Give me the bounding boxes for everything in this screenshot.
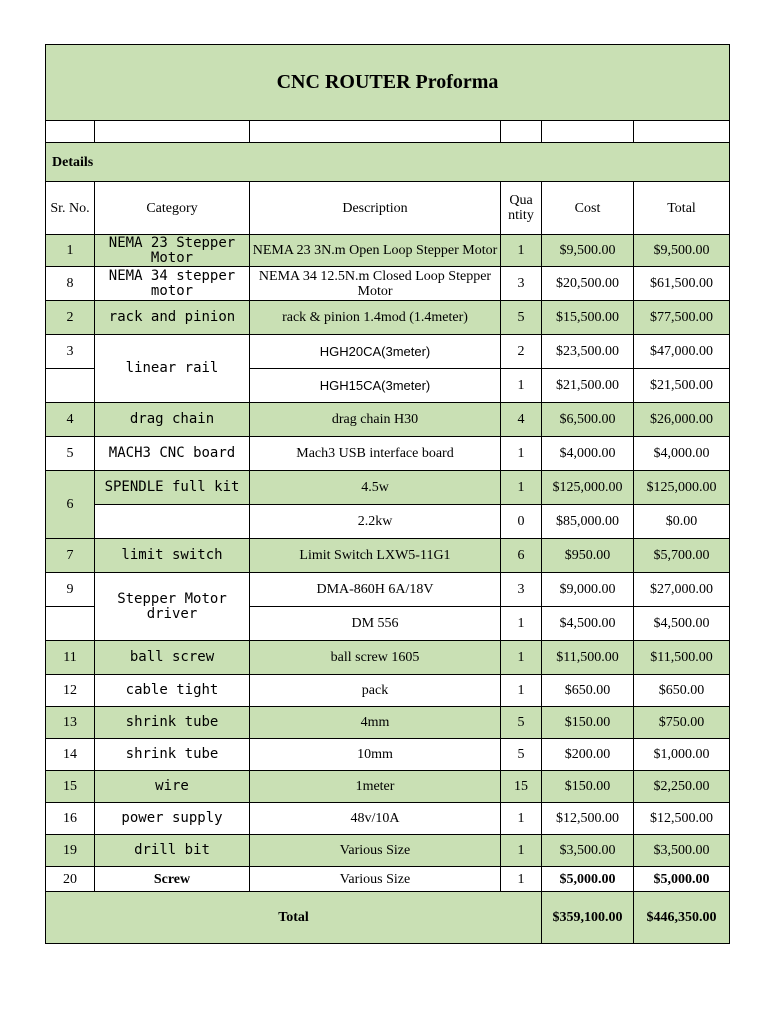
table-row <box>46 403 730 437</box>
table-row <box>46 335 730 369</box>
cell-qty: 5 <box>501 739 542 771</box>
cell-category <box>95 505 250 539</box>
cell-description: Various Size <box>250 835 501 867</box>
cell-category: NEMA 34 stepper motor <box>95 267 250 301</box>
cell-sr: 2 <box>46 301 95 335</box>
table-row <box>46 739 730 771</box>
cell-sr: 1 <box>46 235 95 267</box>
cell-category: Stepper Motor driver <box>95 573 250 641</box>
table-row <box>46 707 730 739</box>
totals-label: Total <box>46 892 542 944</box>
col-header-category: Category <box>95 182 250 235</box>
cell-qty: 5 <box>501 301 542 335</box>
col-header-description: Description <box>250 182 501 235</box>
cell-cost: $650.00 <box>542 675 634 707</box>
cell-description: HGH20CA(3meter) <box>250 335 501 369</box>
cell-category: NEMA 23 Stepper Motor <box>95 235 250 267</box>
cell-description: DM 556 <box>250 607 501 641</box>
cell-qty: 15 <box>501 771 542 803</box>
cell-qty: 1 <box>501 867 542 892</box>
col-header-cost: Cost <box>542 182 634 235</box>
table-row <box>46 539 730 573</box>
cell-sr <box>46 369 95 403</box>
cell-cost: $4,500.00 <box>542 607 634 641</box>
cell-cost: $9,000.00 <box>542 573 634 607</box>
proforma-table <box>45 44 730 944</box>
table-row <box>46 675 730 707</box>
header-row <box>46 182 730 235</box>
table-row <box>46 471 730 505</box>
cell-category: limit switch <box>95 539 250 573</box>
cell-qty: 3 <box>501 573 542 607</box>
cell-total: $2,250.00 <box>634 771 730 803</box>
cell-sr: 14 <box>46 739 95 771</box>
cell-qty: 1 <box>501 835 542 867</box>
cell-qty: 1 <box>501 641 542 675</box>
table-row <box>46 267 730 301</box>
totals-cost: $359,100.00 <box>542 892 634 944</box>
cell-total: $61,500.00 <box>634 267 730 301</box>
col-header-sr: Sr. No. <box>46 182 95 235</box>
cell-cost: $6,500.00 <box>542 403 634 437</box>
cell-total: $77,500.00 <box>634 301 730 335</box>
cell-cost: $4,000.00 <box>542 437 634 471</box>
table-row <box>46 505 730 539</box>
cell-qty: 1 <box>501 803 542 835</box>
cell-description: DMA-860H 6A/18V <box>250 573 501 607</box>
cell-qty: 4 <box>501 403 542 437</box>
table-row <box>46 803 730 835</box>
totals-row <box>46 892 730 944</box>
cell-cost: $15,500.00 <box>542 301 634 335</box>
section-label: Details <box>46 143 730 182</box>
cell-sr: 13 <box>46 707 95 739</box>
cell-category: cable tight <box>95 675 250 707</box>
cell-cost: $23,500.00 <box>542 335 634 369</box>
cell-qty: 3 <box>501 267 542 301</box>
cell-cost: $11,500.00 <box>542 641 634 675</box>
cell-total: $27,000.00 <box>634 573 730 607</box>
cell-category: MACH3 CNC board <box>95 437 250 471</box>
cell-cost: $21,500.00 <box>542 369 634 403</box>
cell-description: 2.2kw <box>250 505 501 539</box>
cell-cost: $85,000.00 <box>542 505 634 539</box>
cell-cost: $12,500.00 <box>542 803 634 835</box>
cell-category: drag chain <box>95 403 250 437</box>
table-row <box>46 235 730 267</box>
cell-sr: 8 <box>46 267 95 301</box>
cell-category: linear rail <box>95 335 250 403</box>
document-title: CNC ROUTER Proforma <box>46 45 730 121</box>
cell-total: $3,500.00 <box>634 835 730 867</box>
cell-total: $4,000.00 <box>634 437 730 471</box>
cell-total: $125,000.00 <box>634 471 730 505</box>
blank-row <box>46 121 730 143</box>
cell-sr: 16 <box>46 803 95 835</box>
cell-category: SPENDLE full kit <box>95 471 250 505</box>
cell-qty: 1 <box>501 607 542 641</box>
col-header-quantity: Qua ntity <box>501 182 542 235</box>
table-row <box>46 437 730 471</box>
cell-sr: 19 <box>46 835 95 867</box>
cell-cost: $9,500.00 <box>542 235 634 267</box>
cell-category: ball screw <box>95 641 250 675</box>
cell-total: $1,000.00 <box>634 739 730 771</box>
cell-total: $21,500.00 <box>634 369 730 403</box>
cell-description: pack <box>250 675 501 707</box>
cell-sr: 5 <box>46 437 95 471</box>
cell-description: drag chain H30 <box>250 403 501 437</box>
cell-category: shrink tube <box>95 707 250 739</box>
cell-description: Mach3 USB interface board <box>250 437 501 471</box>
cell-category: rack and pinion <box>95 301 250 335</box>
cell-sr: 9 <box>46 573 95 607</box>
cell-sr: 20 <box>46 867 95 892</box>
cell-qty: 1 <box>501 369 542 403</box>
cell-total: $750.00 <box>634 707 730 739</box>
cell-qty: 5 <box>501 707 542 739</box>
cell-sr: 12 <box>46 675 95 707</box>
cell-description: 48v/10A <box>250 803 501 835</box>
cell-cost: $150.00 <box>542 707 634 739</box>
table-row <box>46 867 730 892</box>
cell-qty: 1 <box>501 437 542 471</box>
cell-total: $0.00 <box>634 505 730 539</box>
cell-total: $4,500.00 <box>634 607 730 641</box>
cell-description: NEMA 34 12.5N.m Closed Loop Stepper Motor <box>250 267 501 301</box>
cell-description: 4mm <box>250 707 501 739</box>
cell-total: $12,500.00 <box>634 803 730 835</box>
cell-cost: $20,500.00 <box>542 267 634 301</box>
cell-cost: $125,000.00 <box>542 471 634 505</box>
cell-sr: 6 <box>46 471 95 539</box>
cell-sr: 4 <box>46 403 95 437</box>
cell-qty: 2 <box>501 335 542 369</box>
cell-category: Screw <box>95 867 250 892</box>
cell-category: power supply <box>95 803 250 835</box>
cell-total: $26,000.00 <box>634 403 730 437</box>
cell-description: 4.5w <box>250 471 501 505</box>
cell-category: wire <box>95 771 250 803</box>
cell-qty: 1 <box>501 471 542 505</box>
cell-sr: 7 <box>46 539 95 573</box>
cell-total: $11,500.00 <box>634 641 730 675</box>
cell-total: $9,500.00 <box>634 235 730 267</box>
cell-description: 1meter <box>250 771 501 803</box>
totals-total: $446,350.00 <box>634 892 730 944</box>
cell-description: Various Size <box>250 867 501 892</box>
cell-description: Limit Switch LXW5-11G1 <box>250 539 501 573</box>
cell-cost: $5,000.00 <box>542 867 634 892</box>
cell-total: $47,000.00 <box>634 335 730 369</box>
cell-cost: $150.00 <box>542 771 634 803</box>
cell-sr: 15 <box>46 771 95 803</box>
cell-cost: $200.00 <box>542 739 634 771</box>
cell-category: drill bit <box>95 835 250 867</box>
table-row <box>46 641 730 675</box>
cell-qty: 1 <box>501 235 542 267</box>
cell-qty: 6 <box>501 539 542 573</box>
cell-sr <box>46 607 95 641</box>
cell-description: ball screw 1605 <box>250 641 501 675</box>
col-header-total: Total <box>634 182 730 235</box>
cell-description: rack & pinion 1.4mod (1.4meter) <box>250 301 501 335</box>
cell-description: HGH15CA(3meter) <box>250 369 501 403</box>
cell-sr: 3 <box>46 335 95 369</box>
cell-total: $5,700.00 <box>634 539 730 573</box>
cell-description: NEMA 23 3N.m Open Loop Stepper Motor <box>250 235 501 267</box>
cell-cost: $3,500.00 <box>542 835 634 867</box>
table-row <box>46 835 730 867</box>
cell-cost: $950.00 <box>542 539 634 573</box>
cell-qty: 1 <box>501 675 542 707</box>
cell-qty: 0 <box>501 505 542 539</box>
table-row <box>46 573 730 607</box>
cell-category: shrink tube <box>95 739 250 771</box>
table-row <box>46 771 730 803</box>
cell-total: $650.00 <box>634 675 730 707</box>
table-row <box>46 301 730 335</box>
cell-description: 10mm <box>250 739 501 771</box>
cell-sr: 11 <box>46 641 95 675</box>
cell-total: $5,000.00 <box>634 867 730 892</box>
